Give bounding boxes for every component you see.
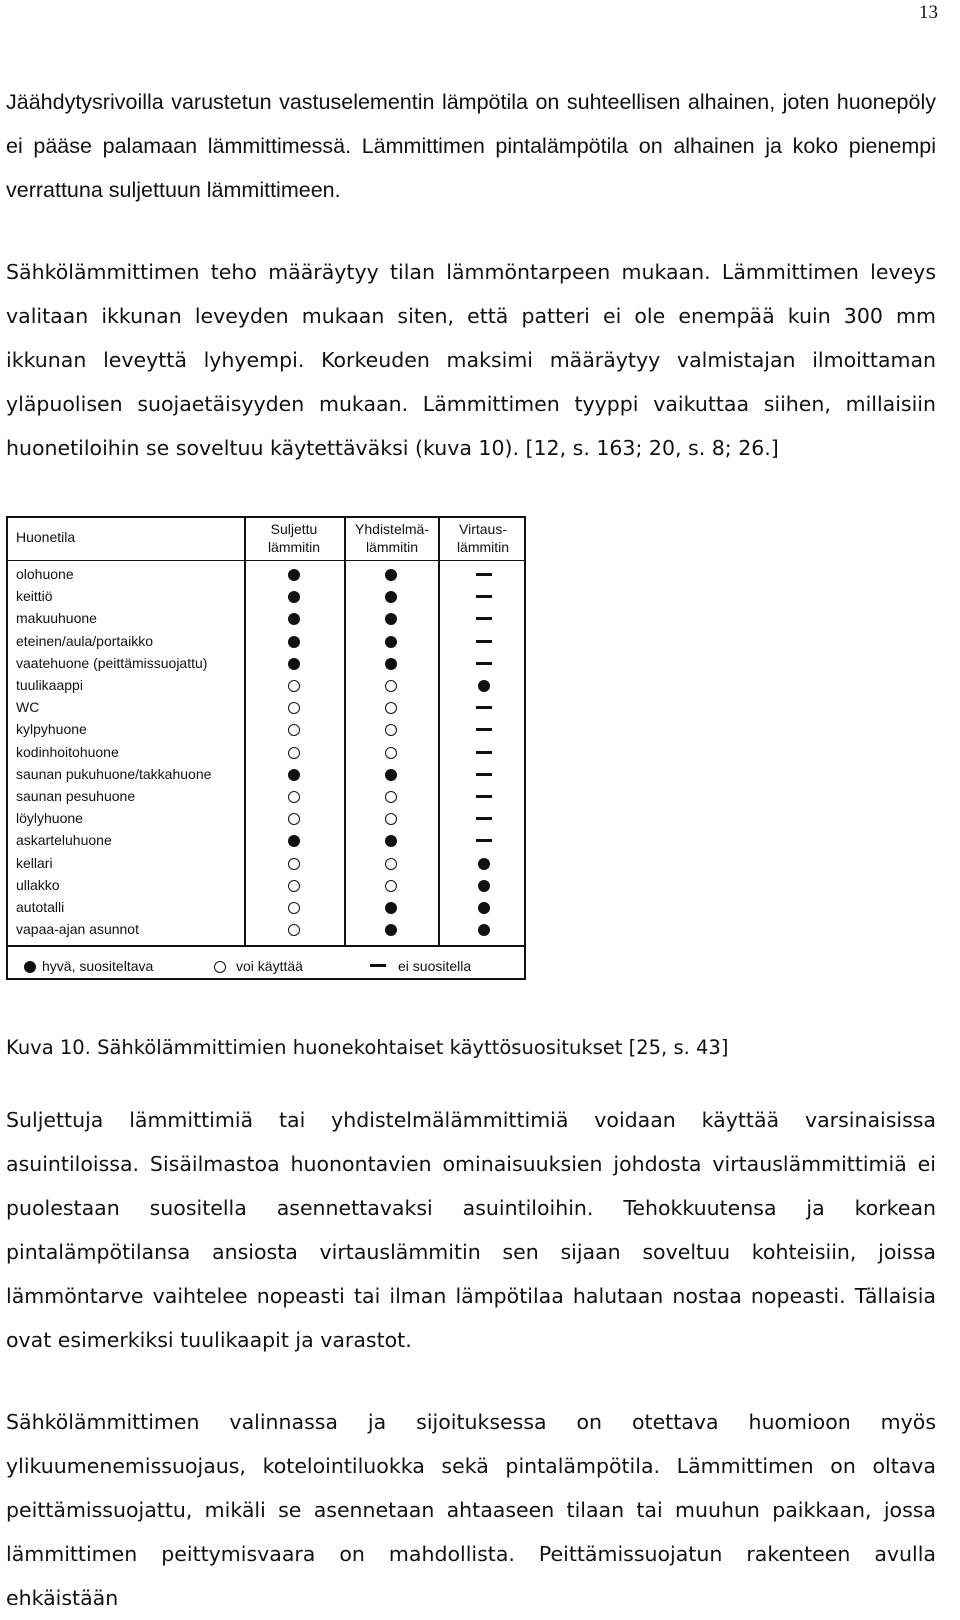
dash-icon (370, 964, 386, 967)
filled-dot-icon (478, 858, 490, 870)
dash-icon (476, 617, 492, 620)
room-name: tuulikaappi (16, 677, 83, 693)
filled-dot-icon (385, 613, 397, 625)
legend-good-label: hyvä, suositeltava (42, 958, 154, 974)
table-row (8, 564, 524, 586)
hollow-dot-icon (385, 791, 397, 803)
room-usage-table (6, 516, 526, 980)
hollow-dot-icon (288, 858, 300, 870)
table-row (8, 742, 524, 764)
page-number: 13 (919, 2, 938, 23)
room-name: saunan pukuhuone/takkahuone (16, 765, 212, 782)
table-row (8, 608, 524, 630)
filled-dot-icon (288, 636, 300, 648)
room-name: olohuone (16, 566, 74, 582)
filled-dot-icon (385, 658, 397, 670)
room-name: vaatehuone (peittämissuojattu) (16, 654, 208, 671)
hollow-dot-icon (385, 724, 397, 736)
paragraph-heater-power: Sähkölämmittimen teho määräytyy tilan lämmöntarpeen mukaan. Lämmittimen leveys valitaan ikkunan leveyden mukaan siten, että patteri ei ole enempää kuin 300 mm ikkunan leveyttä lyhyempi. Korkeuden maksimi määräytyy valmistajan ilmoittaman yläpuolisen suojaetäisyyden mukaan. Lämmittimen tyyppi vaikuttaa siihen, millaisiin huonetiloihin se soveltuu käytettäväksi (kuva 10). [12, s. 163; 20, s. 8; 26.] (6, 260, 936, 460)
table-row (8, 830, 524, 852)
dash-icon (476, 839, 492, 842)
column-divider (244, 518, 246, 560)
filled-dot-icon (288, 613, 300, 625)
room-name: kellari (16, 854, 53, 871)
header-flow-heater: Virtaus- lämmitin (456, 521, 510, 555)
filled-dot-icon (385, 636, 397, 648)
column-divider (438, 518, 440, 560)
filled-dot-icon (288, 835, 300, 847)
room-name: keittiö (16, 588, 53, 605)
hollow-dot-icon (385, 858, 397, 870)
table-header (8, 518, 524, 561)
filled-dot-icon (478, 680, 490, 692)
table-row (8, 875, 524, 897)
table-legend (8, 954, 524, 980)
dash-icon (476, 573, 492, 576)
filled-dot-icon (24, 961, 36, 973)
room-name: kodinhoitohuone (16, 743, 119, 760)
paragraph-heater-use: Suljettuja lämmittimiä tai yhdistelmälämmittimiä voidaan käyttää varsinaisissa asuintiloissa. Sisäilmastoa huonontavien ominaisuuksien johdosta virtauslämmittimiä ei puolestaan suositella asennettavaksi asuintiloihin. Tehokkuutensa ja korkean pintalämpötilansa ansiosta virtauslämmitin sen sijaan soveltuu kohteisiin, joissa lämmöntarve vaihtelee nopeasti tai ilman lämpötilaa halutaan nostaa nopeasti. Tällaisia ovat esimerkiksi tuulikaapit ja varastot. (6, 1108, 936, 1352)
table-row (8, 897, 524, 919)
hollow-dot-icon (385, 680, 397, 692)
table-row (8, 697, 524, 719)
header-closed-heater: Suljettu lämmitin (267, 521, 321, 555)
table-row (8, 675, 524, 697)
filled-dot-icon (385, 591, 397, 603)
legend-ok-label: voi käyttää (236, 958, 303, 974)
filled-dot-icon (288, 591, 300, 603)
room-name: WC (16, 699, 40, 716)
header-combination-heater: Yhdistelmä- lämmitin (355, 521, 429, 555)
hollow-dot-icon (385, 702, 397, 714)
hollow-dot-icon (385, 880, 397, 892)
filled-dot-icon (478, 880, 490, 892)
filled-dot-icon (385, 769, 397, 781)
column-divider (344, 518, 346, 560)
table-row (8, 631, 524, 653)
room-name: makuuhuone (16, 610, 97, 627)
legend-divider (8, 945, 524, 947)
dash-icon (476, 595, 492, 598)
hollow-dot-icon (385, 813, 397, 825)
dash-icon (476, 751, 492, 754)
column-divider (244, 560, 246, 945)
hollow-dot-icon (385, 747, 397, 759)
room-name: saunan pesuhuone (16, 788, 136, 804)
hollow-dot-icon (214, 961, 226, 973)
hollow-dot-icon (288, 813, 300, 825)
filled-dot-icon (288, 769, 300, 781)
hollow-dot-icon (288, 702, 300, 714)
column-divider (438, 560, 440, 945)
room-name: askarteluhuone (16, 832, 112, 849)
hollow-dot-icon (288, 924, 300, 936)
room-name: eteinen/aula/portaikko (16, 632, 153, 649)
table-row (8, 786, 524, 808)
filled-dot-icon (385, 835, 397, 847)
dash-icon (476, 662, 492, 665)
dash-icon (476, 640, 492, 643)
dash-icon (476, 706, 492, 709)
filled-dot-icon (478, 924, 490, 936)
figure-caption: Kuva 10. Sähkölämmittimien huonekohtaiset käyttösuositukset [25, s. 43] (6, 1036, 729, 1059)
dash-icon (476, 817, 492, 820)
hollow-dot-icon (288, 791, 300, 803)
filled-dot-icon (478, 902, 490, 914)
header-room: Huonetila (16, 529, 76, 545)
hollow-dot-icon (288, 680, 300, 692)
filled-dot-icon (385, 924, 397, 936)
table-row (8, 808, 524, 830)
table-row (8, 653, 524, 675)
dash-icon (476, 728, 492, 731)
room-name: kylpyhuone (16, 721, 87, 738)
room-name: löylyhuone (16, 810, 83, 827)
hollow-dot-icon (288, 724, 300, 736)
room-name: ullakko (16, 876, 60, 893)
filled-dot-icon (288, 658, 300, 670)
dash-icon (476, 795, 492, 798)
table-row (8, 586, 524, 608)
table-row (8, 853, 524, 875)
hollow-dot-icon (288, 747, 300, 759)
room-name: autotalli (16, 899, 65, 915)
dash-icon (476, 773, 492, 776)
filled-dot-icon (288, 569, 300, 581)
paragraph-cooling-fins: Jäähdytysrivoilla varustetun vastuselementin lämpötila on suhteellisen alhainen, joten huonepöly ei pääse palamaan lämmittimessä. Lämmittimen pintalämpötila on alhainen ja koko pienempi verrattuna suljettuun lämmittimeen. (6, 90, 936, 202)
table-row (8, 919, 524, 941)
room-name: vapaa-ajan asunnot (16, 921, 139, 938)
legend-not-recommended-label: ei suositella (398, 958, 472, 974)
paragraph-heater-selection: Sähkölämmittimen valinnassa ja sijoituksessa on otettava huomioon myös ylikuumenemissuojaus, kotelointiluokka sekä pintalämpötila. Lämmittimen on oltava peittämissuojattu, mikäli se asennetaan ahtaaseen tilaan tai muuhun paikkaan, jossa lämmittimen peittymisvaara on mahdollista. Peittämissuojatun rakenteen avulla ehkäistään (6, 1410, 936, 1610)
table-row (8, 719, 524, 741)
filled-dot-icon (385, 569, 397, 581)
hollow-dot-icon (288, 880, 300, 892)
filled-dot-icon (385, 902, 397, 914)
hollow-dot-icon (288, 902, 300, 914)
column-divider (344, 560, 346, 945)
table-row (8, 764, 524, 786)
